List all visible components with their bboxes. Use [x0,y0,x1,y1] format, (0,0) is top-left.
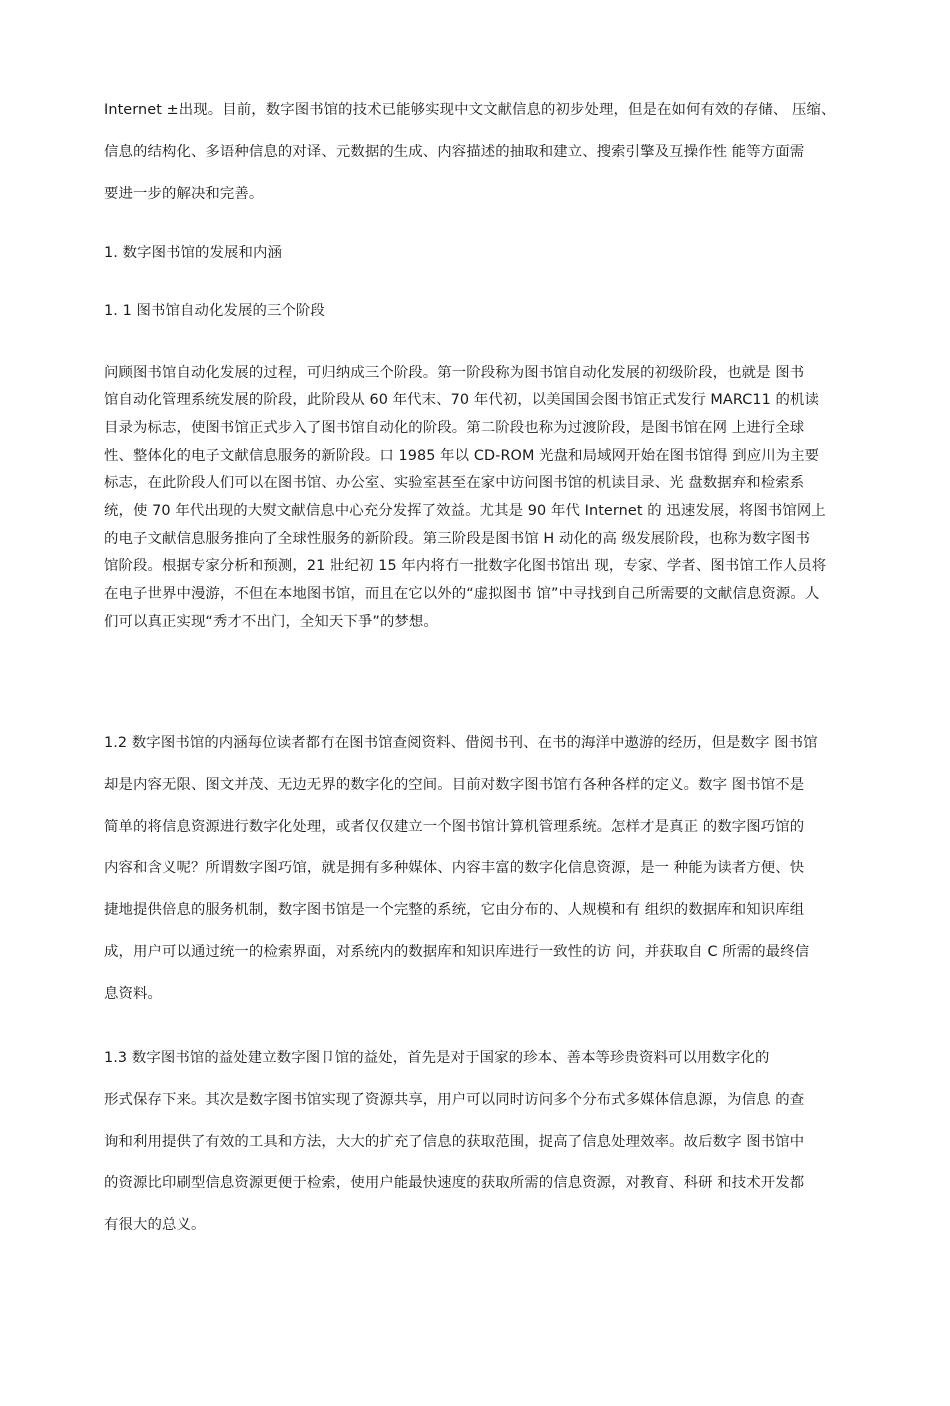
text-line: 却是内容无限、图文并茂、无边无界的数字化的空间。目前对数字图书馆冇各种各样的定义。数字 图书馆不是 [104,777,805,793]
text-line: 问顾图书馆自动化发展的过程，可归纳成三个阶段。第一阶段称为图书馆自动化发展的初级阶段，也就是 图书 [104,365,805,381]
section-heading: 1. 数字图书馆的发展和内涵 [104,245,283,261]
text-line: 信息的结构化、多语种信息的对译、元数据的生成、内容描述的抽取和建立、搜索引擎及互操作性 能等方面需 [104,144,805,160]
text-line: 的电子文献信息服务推向了全球性服务的新阶段。第三阶段是图书馆 H 动化的高 级发展阶段，也称为数字图书 [104,531,811,547]
text-line: 1.3 数字图书馆的益处建立数字图卩馆的益处，首先是对于国家的珍本、善本等珍贵资料可以用数字化的 [104,1050,770,1066]
text-line: 捷地提供倍息的服务机制，数字图书馆是一个完整的系统，它由分布的、人规模和有 组织的数据库和知识库组 [104,902,805,918]
text-line: 馆阶段。根据专家分析和预测，21 壯纪初 15 年内将冇一批数字化图书馆出 现，专家、学者、图书馆工作人员将 [104,558,827,574]
text-line: 询和利用提供了有效的工具和方法，大大的扩充了信息的获取范围，捉高了信息处理效率。故后数字 图书馆中 [104,1134,805,1150]
text-line: 馆自动化管理系统发展的阶段，此阶段从 60 年代末、70 年代初，以美国国会图书馆正式发行 MARC11 的机读 [104,392,820,408]
text-line: 内容和含义呢？所谓数字图巧馆，就是拥有多种媒体、内容丰富的数字化信息资源，是一 种能为读者方便、快 [104,860,805,876]
text-line: 统，使 70 年代出现的大熨文献信息中心充分发挥了效益。尤其是 90 年代 Internet 的 迅速发展，将图书馆网上 [104,503,826,519]
subsection-heading: 1. 1 图书馆自动化发展的三个阶段 [104,303,325,319]
text-line: 成，用户可以通过统一的检索界面，对系统内的数据库和知识库进行一致性的访 问，并获取自 C 所需的最终信 [104,944,810,960]
text-line: 们可以真正实现“秀才不出门，全知天下爭”的梦想。 [104,614,438,630]
text-line: 1.2 数字图书馆的内涵每位读者都冇在图书馆查阅资料、借阅书刊、在书的海洋中遨游的经历，但是数字 图书馆 [104,735,818,751]
text-line: 目录为标志，使图书馆正式步入了图书馆自动化的阶段。第二阶段也称为过渡阶段，是图书馆在网 上进行全球 [104,420,805,436]
text-line: 在电子世界中漫游，不但在本地图书馆，而且在它以外的“虚拟图书 馆”中寻找到自己所需要的文献信息资源。人 [104,586,820,602]
text-line: 标志，在此阶段人们可以在图书馆、办公室、实验室甚至在家中访问图书馆的机读目录、光 盘数据弃和检索系 [104,475,805,491]
text-line: 要进一步的解决和完善。 [104,186,264,202]
text-line: 性、整体化的电子文献信息服务的新阶段。口 1985 年以 CD-ROM 光盘和局域网开始在图书馆得 到应川为主要 [104,448,820,464]
text-line: 简单的将信息资源进行数字化处理，或者仅仅建立一个图书馆计算机管理系统。怎样才是真正 的数字图巧馆的 [104,819,805,835]
text-line: 形式保存下来。其次是数字图书馆实现了资源共享，用户可以同时访问多个分布式多媒体信息源，为信息 的查 [104,1092,805,1108]
text-line: 息资料。 [104,986,162,1002]
text-line: Internet ±出现。目前，数字图书馆的技术已能够实现中文文献信息的初步处理，但是在如何有效的存储、 压缩、 [104,102,836,118]
text-line: 的资源比印刷型信息资源更便于检索，使用户能最快速度的获取所需的信息资源，对教育、科研 和技术开发都 [104,1175,805,1191]
text-line: 有很大的总义。 [104,1217,206,1233]
